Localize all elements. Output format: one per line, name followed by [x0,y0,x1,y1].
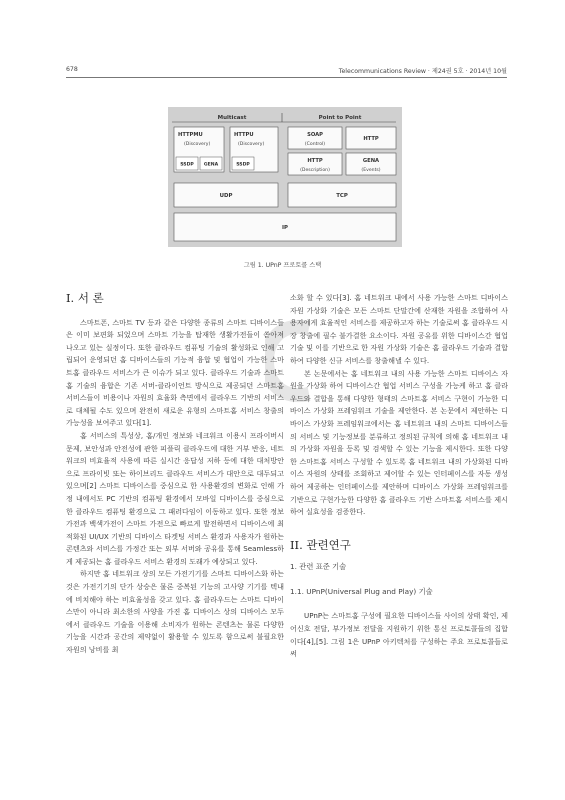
left-column [66,292,284,657]
subsection-heading: 1. 관련 표준 기술 [290,562,347,572]
httpu-sub-label: (Discovery) [238,142,265,147]
httpu-label: HTTPU [234,132,254,138]
udp-label: UDP [219,193,233,199]
ssdp-label-2: SSDP [236,162,250,168]
soap-label: SOAP [307,132,323,138]
paragraph: 하지만 홈 네트워크 상의 모든 가전기기를 스마트 디바이스화 하는 것은 가전기기의 단가 상승은 물론 중복된 기능의 고사양 기기를 텍내에 비치해야 하는 비효율성을 갖고 있다. 홈 클라우드는 스마트 디바이스만이 아니라 최소한의 사양을 가진 홈 디바이스 상의 디바이스 모두에서 클라우드 기술을 이용해 소비자가 원하는 콘텐츠는 물론 다양한 기능을 시간과 공간의 제약없이 활용할 수 있도록 함으로써 불필요한 자원의 낭비를 최 [66,569,284,655]
gena-events-label: GENA [362,158,380,164]
point-to-point-label: Point to Point [318,115,362,121]
paragraph: 본 논문에서는 홈 네트워크 내의 사용 가능한 스마트 디바이스 자원을 가상화 하여 디바이스간 협업 서비스 구성을 가능케 하고 홈 클라우드와 결합을 통해 다양한 형태의 스마트홈 서비스 구현이 가능한 디바이스 가상화 프레임워크 기술을 제안한다. 본 논문에서 제안하는 디바이스 가상화 프레임워크에서는 홈 네트워크 내의 스마트 디바이스들의 서비스 및 기능정보를 분류하고 정의된 규칙에 의해 홈 네트워크 내의 가상화 자원을 등록 및 검색할 수 있는 기능을 제시한다. 또한 다양한 스마트홈 서비스 구성할 수 있도록 홈 네트워크 내의 가상화된 디바이스 자원의 상태를 조회하고 제어할 수 있는 인터페이스를 자동 생성하여 제공하는 인터페이스를 제안하며 디바이스 가상화 프레임워크를 기반으로 구현가능한 다양한 홈 클라우드 기반 스마트홈 서비스를 제시하여 실효성을 검증한다. [290,368,508,517]
http-top-label: HTTP [363,136,379,142]
section-heading-related-work: II. 관련연구 [290,537,351,552]
soap-sub-label: (Control) [304,142,326,147]
httpmu-sub-label: (Discovery) [184,142,211,147]
paragraph: 소화 할 수 있다[3]. 홈 네트워크 내에서 사용 가능한 스마트 디바이스 자원 가상화 기술은 모든 스마트 단말간에 산재한 자원을 조합하여 사용자에게 효율적인 서비스를 제공하고자 하는 기술로써 홈 클라우드 시장 창출에 필수 불가결한 요소이다. 자원 공유를 위한 디바이스간 협업 기술 및 이를 기반으로 한 자원 가상화 기술은 홈 클라우드 기술과 결합하여 다양한 신규 서비스를 창출해낼 수 있다. [290,293,508,365]
tcp-label: TCP [336,193,348,199]
ip-label: IP [282,225,288,231]
right-column [290,292,508,661]
journal-info: Telecommunications Review · 제24권 5호 · 2014년 10월 [338,68,507,75]
gena-events-sub-label: (Events) [361,168,381,173]
httpmu-label: HTTPMU [178,132,203,138]
paragraph: 스마트폰, 스마트 TV 등과 같은 다양한 종류의 스마트 디바이스들은 이미 보편화 되었으며 스마트 기능을 탑재한 생활가전들이 쏟아져 나오고 있는 실정이다. 또한 클라우드 컴퓨팅 기술의 활성화로 인해 고립되어 운영되던 홈 디바이스들의 기능적 융합 및 협업이 가능한 스마트홈 클라우드 서비스가 큰 이슈가 되고 있다. 클라우드 기술과 스마트홈 기술의 융합은 기존 서버-클라이언트 방식으로 제공되던 스마트홈 서비스들이 비용이나 자원의 효율화 측면에서 클라우드 기반의 서비스로 대체될 수도 있으며 완전히 새로운 유형의 스마트홈 서비스 창출의 가능성을 보여주고 있다[1]. [66,317,284,428]
subsection-heading-upnp: 1.1. UPnP(Universal Plug and Play) 기술 [290,586,433,596]
upnp-stack-diagram [168,107,402,247]
gena-label-1: GENA [203,162,219,168]
section-heading-introduction: I. 서 론 [66,291,104,305]
http-description-label: HTTP [307,158,323,164]
upnp-stack-figure [168,107,402,247]
paragraph-upnp: UPnP는 스마트홈 구성에 필요한 디바이스들 사이의 상태 확인, 제어신호 전달, 부가정보 전달을 지원하기 위한 통신 프로토콜들의 집합이다[4],[5]. 그림 1은 UPnP 아키텍처를 구성하는 주요 프로토콜들로써 [290,611,508,659]
multicast-label: Multicast [217,115,247,121]
ssdp-label-1: SSDP [180,162,194,168]
paragraph: 홈 서비스의 특성상, 홈/개인 정보와 네크워크 이용시 프라이버시 문제, 보안성과 안전성에 관한 피플릭 클라우드에 대한 거부 반응, 네트워크의 비효율적 사용에 따른 실시간 응답성 저하 등에 대한 대처방안으로 프라이빗 또는 하이브리드 클라우드 서비스가 대안으로 대두되고 있으며[2] 스마트 디바이스를 중심으로 한 사용환경의 변화로 인해 가정 내에서도 PC 기반의 컴퓨팅 환경에서 모바일 디바이스를 중심으로 한 클라우드 컴퓨팅 환경으로 그 패러다임이 이동하고 있다. 또한 정보가전과 백색가전이 스마트 가전으로 빠르게 발전하면서 디바이스에 최적화된 UI/UX 기반의 디바이스 타겟팅 서비스 환경과 사용자가 원하는 콘텐츠와 서비스를 가정간 또는 외부 서버와 공유를 통해 Seamless하게 제공되는 홈 클라우드 서비스 환경의 도래가 예상되고 있다. [66,430,284,566]
header-rule [66,77,507,78]
page-number: 678 [66,66,78,73]
figure-caption: 그림 1. UPnP 프로토콜 스택 [243,262,322,269]
http-description-sub-label: (Description) [300,168,330,173]
